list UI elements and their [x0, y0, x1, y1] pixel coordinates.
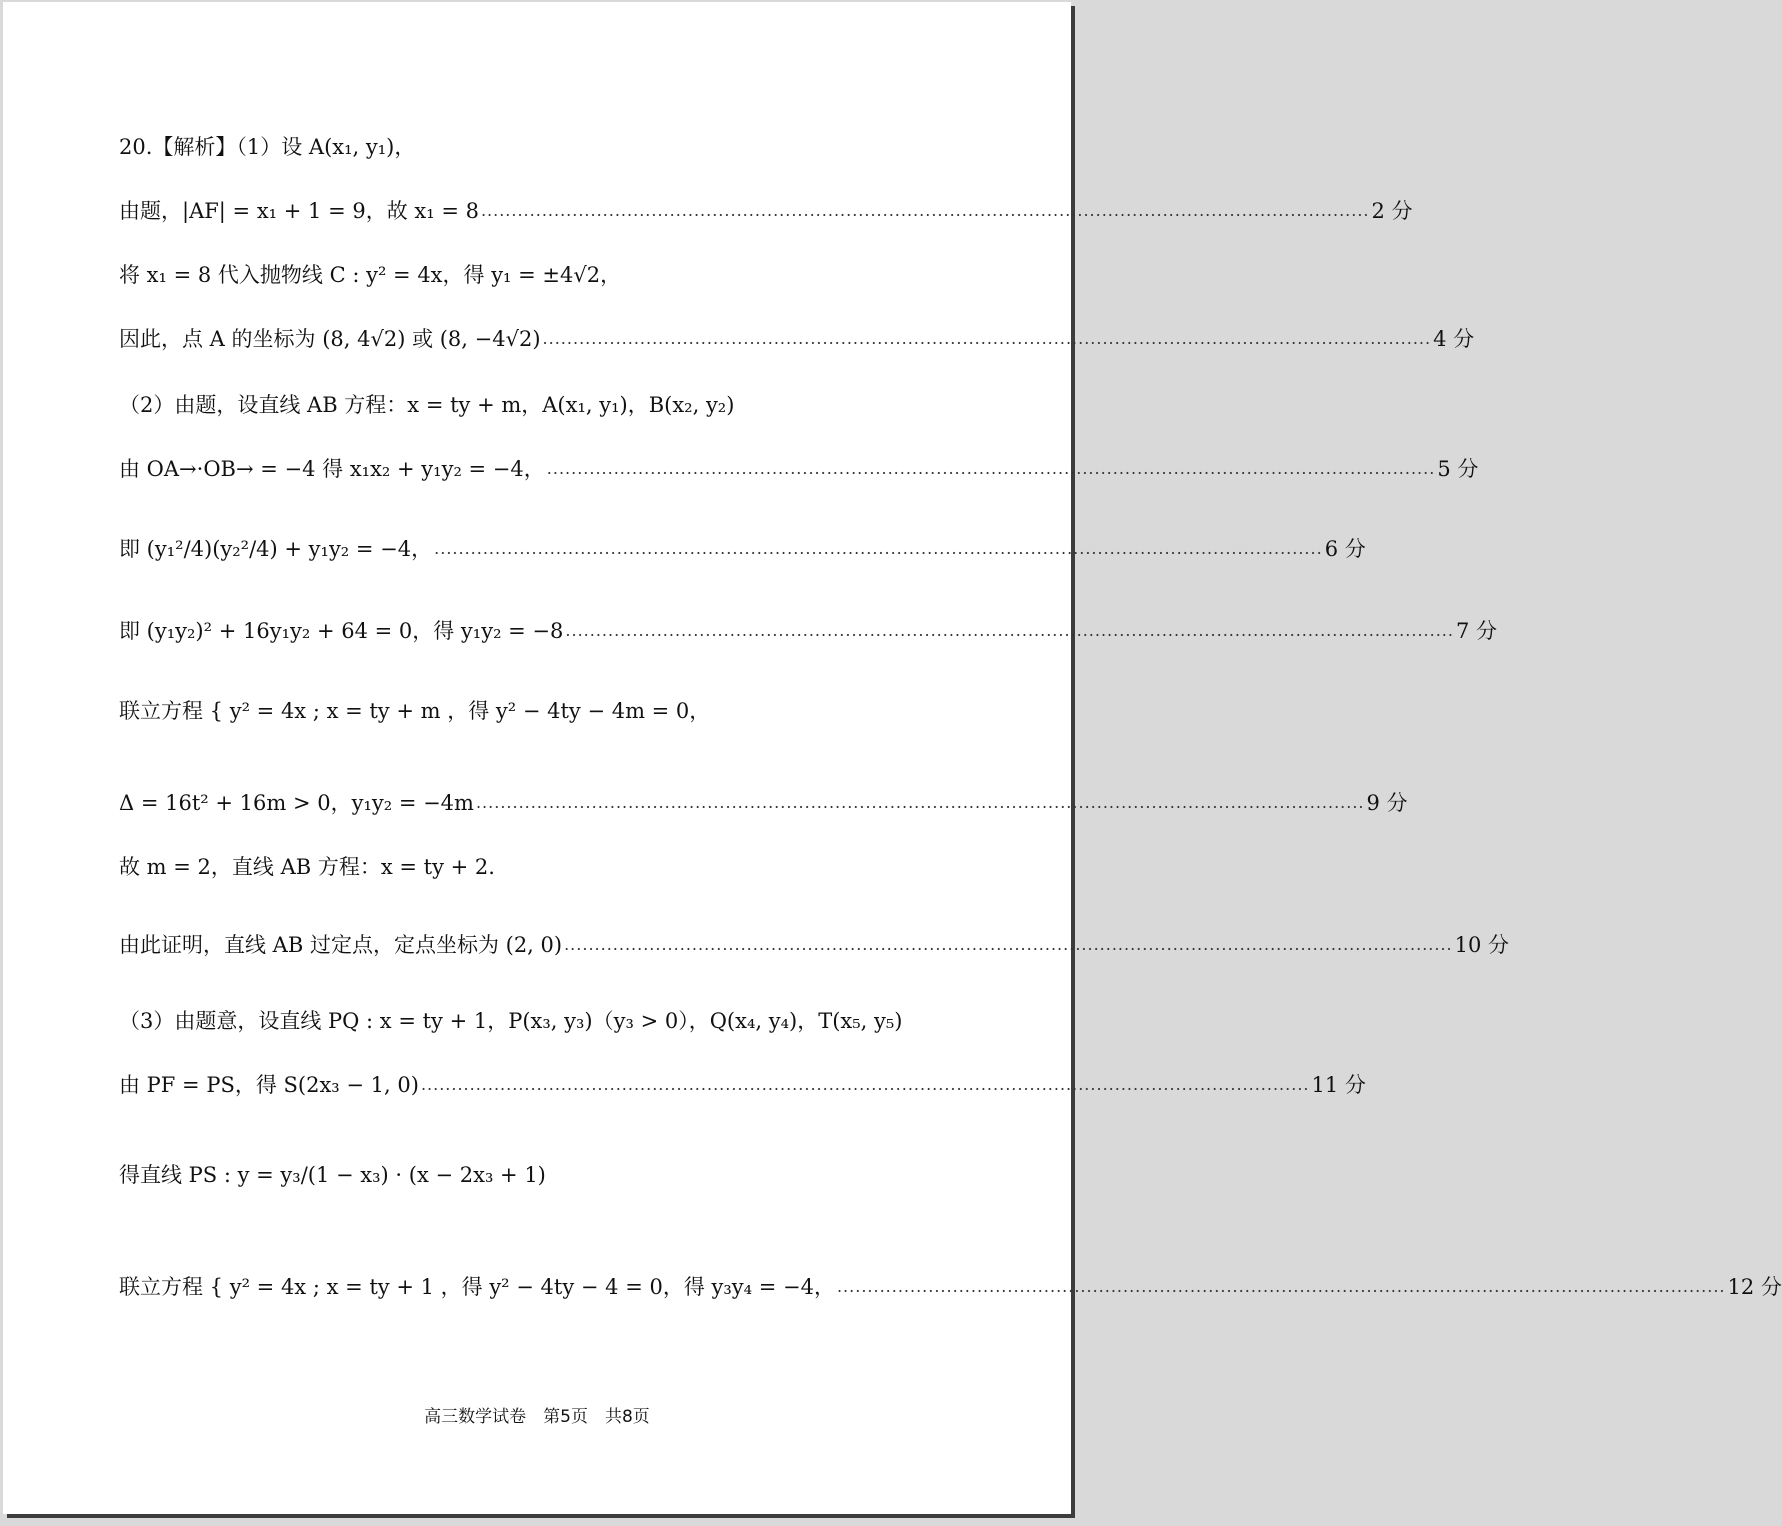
line-text: 得直线 PS : y = y₃/(1 − x₃) · (x − 2x₃ + 1)	[119, 1163, 546, 1187]
score-label: 11 分	[1311, 1073, 1366, 1097]
exam-page	[3, 2, 1782, 1514]
solution-line-3	[119, 252, 955, 296]
solution-line-16	[119, 1264, 1782, 1308]
score-label: 12 分	[1727, 1275, 1782, 1299]
leader-dots: ..................................................................................................................................................	[564, 935, 1453, 954]
solution-line-1	[119, 124, 955, 168]
line-text: （2）由题，设直线 AB 方程：x = ty + m，A(x₁, y₁)，B(x₂, y₂)	[119, 393, 735, 417]
line-text: 因此，点 A 的坐标为 (8, 4√2) 或 (8, −4√2)	[119, 327, 541, 351]
line-text: 故 m = 2，直线 AB 方程：x = ty + 2.	[119, 855, 495, 879]
line-text: 由 PF = PS，得 S(2x₃ − 1, 0)	[119, 1073, 419, 1097]
line-text: 联立方程 { y² = 4x ; x = ty + m ，得 y² − 4ty − 4m = 0，	[119, 699, 711, 723]
score-label: 4 分	[1433, 327, 1475, 351]
leader-dots: ..................................................................................................................................................	[420, 1075, 1310, 1094]
solution-line-15	[119, 1152, 955, 1196]
line-text: （3）由题意，设直线 PQ : x = ty + 1，P(x₃, y₃)（y₃ > 0），Q(x₄, y₄)，T(x₅, y₅)	[119, 1009, 903, 1033]
solution-line-7	[119, 526, 1366, 570]
solution-line-11	[119, 844, 955, 888]
solution-line-14	[119, 1062, 1366, 1106]
score-label: 5 分	[1437, 457, 1479, 481]
solution-line-2	[119, 188, 1413, 232]
solution-line-6	[119, 446, 1479, 490]
score-label: 6 分	[1324, 537, 1366, 561]
score-label: 10 分	[1454, 933, 1510, 957]
score-label: 9 分	[1366, 791, 1408, 815]
solution-line-9	[119, 688, 955, 732]
line-text: 由此证明，直线 AB 过定点，定点坐标为 (2, 0)	[119, 933, 563, 957]
solution-line-5	[119, 382, 955, 426]
line-text: 20.【解析】（1）设 A(x₁, y₁)，	[119, 135, 416, 159]
page-footer: 高三数学试卷 第5页 共8页	[424, 1407, 650, 1427]
leader-dots: ..................................................................................................................................................	[565, 621, 1454, 640]
line-text: 将 x₁ = 8 代入抛物线 C : y² = 4x，得 y₁ = ±4√2，	[119, 263, 622, 287]
line-text: 由 OA→·OB→ = −4 得 x₁x₂ + y₁y₂ = −4，	[119, 457, 545, 481]
score-label: 7 分	[1455, 619, 1497, 643]
line-text: Δ = 16t² + 16m > 0，y₁y₂ = −4m	[119, 791, 474, 815]
line-text: 由题，|AF| = x₁ + 1 = 9，故 x₁ = 8	[119, 199, 479, 223]
solution-line-12	[119, 922, 1510, 966]
leader-dots: ..................................................................................................................................................	[546, 459, 1436, 478]
leader-dots: ..................................................................................................................................................	[542, 329, 1432, 348]
solution-line-13	[119, 998, 955, 1042]
line-text: 联立方程 { y² = 4x ; x = ty + 1 ，得 y² − 4ty − 4 = 0，得 y₃y₄ = −4，	[119, 1275, 835, 1299]
score-label: 2 分	[1371, 199, 1413, 223]
line-text: 即 (y₁y₂)² + 16y₁y₂ + 64 = 0，得 y₁y₂ = −8	[119, 619, 564, 643]
leader-dots: ..................................................................................................................................................	[434, 539, 1323, 558]
line-text: 即 (y₁²/4)(y₂²/4) + y₁y₂ = −4，	[119, 537, 433, 561]
solution-line-8	[119, 608, 1497, 652]
solution-line-4	[119, 316, 1475, 360]
solution-line-10	[119, 780, 1408, 824]
leader-dots: ..................................................................................................................................................	[480, 201, 1370, 220]
leader-dots: ..................................................................................................................................................	[836, 1277, 1726, 1296]
leader-dots: ..................................................................................................................................................	[475, 793, 1365, 812]
